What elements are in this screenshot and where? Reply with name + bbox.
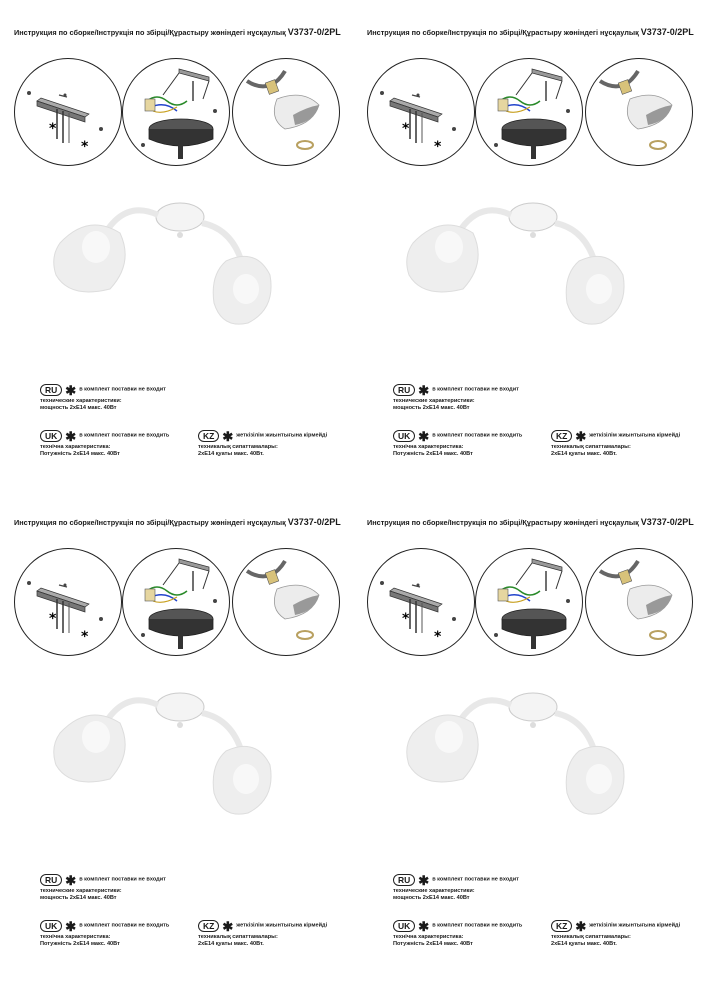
ru-spec-label: технические характеристики: <box>393 398 475 404</box>
title-text: Инструкция по сборке/Інструкція по збірці/Құрастыру жөніндегі нұсқаулық <box>14 28 288 37</box>
asterisk-icon: ✱ <box>575 918 587 934</box>
step1-bracket-circle <box>367 548 475 656</box>
two-arm-lamp-illustration <box>403 675 633 825</box>
asterisk-icon: ✱ <box>65 428 77 444</box>
ru-spec-label: технические характеристики: <box>393 888 475 894</box>
asterisk-icon: ✱ <box>575 428 587 444</box>
title-text: Инструкция по сборке/Інструкція по збірці/Құрастыру жөніндегі нұсқаулық <box>367 518 641 527</box>
uk-badge: UK <box>393 920 415 932</box>
ru-badge: RU <box>40 384 62 396</box>
asterisk-icon: ✱ <box>222 918 234 934</box>
uk-badge: UK <box>40 920 62 932</box>
ru-spec-value: мощность 2хЕ14 макс. 40Вт <box>393 895 470 901</box>
step2-wiring-circle <box>122 58 230 166</box>
svg-text:*: * <box>81 629 89 645</box>
step2-wiring-circle <box>475 58 583 166</box>
svg-text:*: * <box>49 121 57 137</box>
asterisk-icon: ✱ <box>418 918 430 934</box>
kz-spec-label: техникалық сипаттамалары: <box>551 444 631 450</box>
kz-spec-label: техникалық сипаттамалары: <box>551 934 631 940</box>
ru-badge: RU <box>40 874 62 886</box>
uk-spec-block <box>40 920 169 948</box>
wiring-canopy-icon <box>123 59 229 165</box>
kz-spec-block <box>198 430 327 458</box>
mounting-bracket-screws-icon <box>368 59 474 165</box>
shade-bulb-icon <box>586 549 692 655</box>
kz-spec-block <box>198 920 327 948</box>
instruction-sheet-top-left <box>0 0 353 500</box>
wiring-canopy-icon <box>476 549 582 655</box>
kz-spec-label: техникалық сипаттамалары: <box>198 934 278 940</box>
uk-spec-value: Потужність 2хЕ14 макс. 40Вт <box>40 941 120 947</box>
instruction-sheet-bottom-right <box>353 490 706 990</box>
uk-badge: UK <box>393 430 415 442</box>
ru-spec-block <box>40 384 166 412</box>
kz-not-included-note: жеткізілім жиынтығына кірмейді <box>236 922 328 929</box>
instruction-sheet-top-right <box>353 0 706 500</box>
uk-spec-label: технічна характеристика: <box>393 444 464 450</box>
svg-text:*: * <box>81 139 89 155</box>
kz-badge: KZ <box>198 920 219 932</box>
kz-spec-block <box>551 920 680 948</box>
ru-spec-label: технические характеристики: <box>40 398 122 404</box>
uk-spec-block <box>40 430 169 458</box>
two-arm-lamp-illustration <box>403 185 633 335</box>
two-arm-lamp-illustration <box>50 675 280 825</box>
instruction-title <box>14 517 341 527</box>
svg-text:*: * <box>434 139 442 155</box>
step2-wiring-circle <box>122 548 230 656</box>
uk-spec-value: Потужність 2хЕ14 макс. 40Вт <box>393 451 473 457</box>
step3-shade-circle <box>232 548 340 656</box>
svg-text:*: * <box>434 629 442 645</box>
ru-spec-value: мощность 2хЕ14 макс. 40Вт <box>40 405 117 411</box>
instruction-sheet-bottom-left <box>0 490 353 990</box>
mounting-bracket-screws-icon <box>15 59 121 165</box>
uk-not-included-note: в комплект поставки не входить <box>432 432 523 439</box>
uk-not-included-note: в комплект поставки не входить <box>432 922 523 929</box>
model-number: V3737-0/2PL <box>640 517 694 527</box>
kz-spec-value: 2хЕ14 қуаты макс. 40Вт. <box>551 451 617 457</box>
ru-spec-value: мощность 2хЕ14 макс. 40Вт <box>40 895 117 901</box>
uk-badge: UK <box>40 430 62 442</box>
svg-text:*: * <box>402 121 410 137</box>
mounting-bracket-screws-icon <box>368 549 474 655</box>
uk-spec-label: технічна характеристика: <box>40 934 111 940</box>
shade-bulb-icon <box>233 59 339 165</box>
ru-badge: RU <box>393 384 415 396</box>
kz-not-included-note: жеткізілім жиынтығына кірмейді <box>589 432 681 439</box>
step3-shade-circle <box>585 548 693 656</box>
kz-not-included-note: жеткізілім жиынтығына кірмейді <box>589 922 681 929</box>
kz-badge: KZ <box>551 430 572 442</box>
ru-spec-block <box>393 874 519 902</box>
step1-bracket-circle <box>367 58 475 166</box>
asterisk-icon: ✱ <box>418 382 430 398</box>
svg-text:*: * <box>49 611 57 627</box>
asterisk-icon: ✱ <box>65 382 77 398</box>
svg-text:*: * <box>402 611 410 627</box>
shade-bulb-icon <box>586 59 692 165</box>
kz-spec-block <box>551 430 680 458</box>
uk-spec-value: Потужність 2хЕ14 макс. 40Вт <box>393 941 473 947</box>
uk-spec-label: технічна характеристика: <box>40 444 111 450</box>
uk-not-included-note: в комплект поставки не входить <box>79 922 170 929</box>
uk-not-included-note: в комплект поставки не входить <box>79 432 170 439</box>
step3-shade-circle <box>585 58 693 166</box>
kz-badge: KZ <box>198 430 219 442</box>
step1-bracket-circle <box>14 548 122 656</box>
kz-badge: KZ <box>551 920 572 932</box>
model-number: V3737-0/2PL <box>287 517 341 527</box>
kz-spec-value: 2хЕ14 қуаты макс. 40Вт. <box>198 941 264 947</box>
model-number: V3737-0/2PL <box>640 27 694 37</box>
ru-spec-label: технические характеристики: <box>40 888 122 894</box>
kz-spec-value: 2хЕ14 қуаты макс. 40Вт. <box>551 941 617 947</box>
ru-badge: RU <box>393 874 415 886</box>
asterisk-icon: ✱ <box>222 428 234 444</box>
instruction-title <box>367 517 694 527</box>
instruction-title <box>14 27 341 37</box>
ru-spec-value: мощность 2хЕ14 макс. 40Вт <box>393 405 470 411</box>
asterisk-icon: ✱ <box>65 872 77 888</box>
ru-not-included-note: в комплект поставки не входит <box>79 386 166 393</box>
kz-not-included-note: жеткізілім жиынтығына кірмейді <box>236 432 328 439</box>
uk-spec-block <box>393 430 522 458</box>
wiring-canopy-icon <box>123 549 229 655</box>
title-text: Инструкция по сборке/Інструкція по збірці/Құрастыру жөніндегі нұсқаулық <box>367 28 641 37</box>
asterisk-icon: ✱ <box>418 428 430 444</box>
step2-wiring-circle <box>475 548 583 656</box>
shade-bulb-icon <box>233 549 339 655</box>
ru-not-included-note: в комплект поставки не входит <box>432 876 519 883</box>
ru-spec-block <box>393 384 519 412</box>
uk-spec-block <box>393 920 522 948</box>
asterisk-icon: ✱ <box>418 872 430 888</box>
uk-spec-value: Потужність 2хЕ14 макс. 40Вт <box>40 451 120 457</box>
ru-spec-block <box>40 874 166 902</box>
ru-not-included-note: в комплект поставки не входит <box>79 876 166 883</box>
step1-bracket-circle <box>14 58 122 166</box>
kz-spec-value: 2хЕ14 қуаты макс. 40Вт. <box>198 451 264 457</box>
step3-shade-circle <box>232 58 340 166</box>
asterisk-icon: ✱ <box>65 918 77 934</box>
model-number: V3737-0/2PL <box>287 27 341 37</box>
wiring-canopy-icon <box>476 59 582 165</box>
title-text: Инструкция по сборке/Інструкція по збірці/Құрастыру жөніндегі нұсқаулық <box>14 518 288 527</box>
uk-spec-label: технічна характеристика: <box>393 934 464 940</box>
mounting-bracket-screws-icon <box>15 549 121 655</box>
kz-spec-label: техникалық сипаттамалары: <box>198 444 278 450</box>
two-arm-lamp-illustration <box>50 185 280 335</box>
ru-not-included-note: в комплект поставки не входит <box>432 386 519 393</box>
instruction-title <box>367 27 694 37</box>
